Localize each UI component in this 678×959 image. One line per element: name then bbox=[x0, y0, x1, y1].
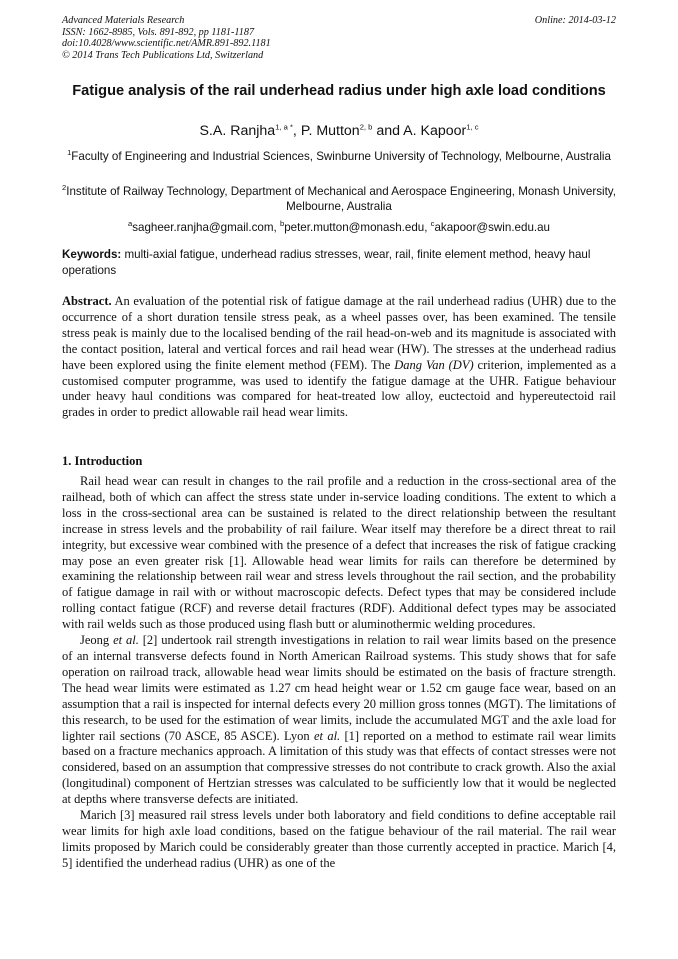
journal-name: Advanced Materials Research bbox=[62, 15, 185, 26]
text-run: [1] reported on a method to estimate rail wear limits based on a fracture mechanics approach. A limitation of this study was that effects of contact stresses were not considered, based on an assumption that compressive stresses do not contribute to crack growth. Also the axial (longitudinal) component of Hertzian stresses was calculated to be sufficiently low that it would be neglected at depths where transverse defects are initiated. bbox=[62, 728, 616, 807]
affiliation-superscript: 1 bbox=[67, 148, 72, 158]
abstract-text: An evaluation of the potential risk of fatigue damage at the rail underhead radius (UHR) due to the occurrence of a short duration tensile stress peak, as a wheel passes over, has been examined. The tensile stress peak is mainly due to the localised bending of the rail head-on-web and its magnitude is associated with the contact position, lateral and vertical forces and rail head wear (HW). The stresses at the underhead radius have been explored using the finite element method (FEM). The bbox=[62, 294, 616, 372]
journal-issn: ISSN: 1662-8985, Vols. 891-892, pp 1181-1187 bbox=[62, 26, 255, 38]
author-name: P. Mutton bbox=[300, 123, 360, 139]
email-superscript: b bbox=[279, 219, 285, 229]
italic-run: et al. bbox=[313, 728, 341, 743]
email-superscript: c bbox=[430, 219, 435, 229]
journal-header bbox=[62, 15, 271, 61]
abstract bbox=[62, 294, 616, 421]
journal-copyright: © 2014 Trans Tech Publications Ltd, Switzerland bbox=[62, 49, 264, 61]
text-run: [2] undertook rail strength investigations in relation to rail wear limits based on the presence of an internal transverse defects found in North American Railroad systems. This study shows that for safe operation on railroad track, allowable head wear limits should be estimated on the basis of fracture strength. The head wear limits were estimated as 1.27 cm head height wear or 1.52 cm gauge face wear, based on an assumption that a rail is inspected for internal defects every 20 million gross tonnes (MGT). The limitations of this research, to be used for the estimation of wear limits, include the accumulated MGT and the axle load for lighter rail sections (70 ASCE, 85 ASCE). Lyon bbox=[62, 633, 617, 743]
abstract-label: Abstract. bbox=[62, 294, 112, 308]
affiliation-2 bbox=[62, 184, 616, 215]
author-emails bbox=[62, 220, 616, 235]
affiliation-text: Institute of Railway Technology, Department of Mechanical and Aerospace Engineering, Monash University, Melbourne, Australia bbox=[66, 185, 616, 214]
text-run: Jeong bbox=[80, 633, 114, 648]
keywords bbox=[62, 247, 616, 278]
author-superscript: 1, a * bbox=[275, 122, 293, 132]
email-link[interactable]: sagheer.ranjha@gmail.com, bbox=[132, 221, 280, 234]
paper-title: Fatigue analysis of the rail underhead radius under high axle load conditions bbox=[72, 83, 606, 99]
author-separator: , bbox=[292, 123, 301, 139]
abstract-italic: Dang Van (DV) bbox=[394, 357, 474, 372]
journal-doi: doi:10.4028/www.scientific.net/AMR.891-892.1181 bbox=[62, 38, 271, 50]
paragraph bbox=[62, 633, 616, 808]
affiliation-text: Faculty of Engineering and Industrial Sciences, Swinburne University of Technology, Melbourne, Australia bbox=[71, 150, 611, 163]
abstract-text: criterion, implemented as a customised computer programme, was used to identify the fatigue damage at the UHR. Fatigue behaviour under heavy haul conditions was compared for heat-treated low alloy, euctectoid and hypereutectoid rail grades in order to predict allowable rail head wear limits. bbox=[62, 357, 617, 420]
affiliation-1 bbox=[62, 149, 616, 164]
author-list bbox=[62, 122, 616, 140]
section-heading: 1. Introduction bbox=[62, 454, 143, 468]
affiliation-superscript: 2 bbox=[62, 183, 67, 193]
paragraph: Rail head wear can result in changes to the rail profile and a reduction in the cross-sectional area of the railhead, both of which can affect the stress state under in-service loading conditions. The extent to which a loss in the cross-sectional area can be sustained is related to the direct relationship between the resultant increase in stress levels and the probability of rail failure. Wear itself may therefore be a direct threat to rail integrity, but excessive wear combined with the presence of a defect that increases the risk of fatigue cracking may pose an even greater risk [1]. Allowable head wear limits for rails can therefore be determined by examining the relationship between rail wear and stress levels throughout the rail section, and the probability of fatigue damage in rail with or without macroscopic defects. Defect types that may be considered include rolling contact fatigue (RCF) and reverse detail fractures (RDF). Additional defect types may be associated with rail welds such as those produced using flash butt or aluminothermic welding procedures. bbox=[62, 474, 616, 632]
introduction-body bbox=[62, 474, 616, 872]
author-superscript: 2, b bbox=[359, 122, 373, 132]
email-link[interactable]: peter.mutton@monash.edu, bbox=[284, 221, 431, 234]
author-superscript: 1, c bbox=[466, 122, 479, 132]
keywords-text: multi-axial fatigue, underhead radius stresses, wear, rail, finite element method, heavy haul operations bbox=[62, 248, 591, 277]
author-name: A. Kapoor bbox=[403, 123, 467, 139]
email-link[interactable]: akapoor@swin.edu.au bbox=[434, 221, 551, 234]
keywords-label: Keywords: bbox=[62, 248, 122, 261]
paragraph: Marich [3] measured rail stress levels under both laboratory and field conditions to define acceptable rail wear limits for high axle load conditions, based on the fatigue behaviour of the rail material. The rail wear limits proposed by Marich could be considerably greater than those currently accepted in practice. Marich [4, 5] identified the underhead radius (UHR) as one of the bbox=[62, 808, 616, 870]
online-date: Online: 2014-03-12 bbox=[534, 15, 616, 26]
author-name: S.A. Ranjha bbox=[199, 123, 276, 139]
italic-run: et al. bbox=[113, 633, 139, 648]
author-separator: and bbox=[372, 123, 404, 139]
email-superscript: a bbox=[127, 219, 133, 229]
